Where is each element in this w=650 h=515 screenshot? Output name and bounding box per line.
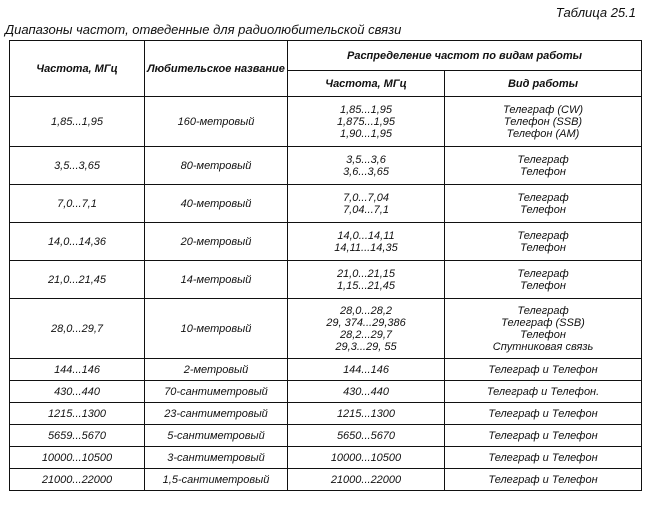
- sub-frequency: 5650...5670: [336, 429, 396, 442]
- cell-modes: [445, 359, 642, 381]
- cell-modes: [445, 381, 642, 403]
- table-title: Диапазоны частот, отведенные для радиолюбительской связи: [5, 22, 402, 37]
- sub-frequency: 21000...22000: [330, 473, 402, 486]
- table-number: Таблица 25.1: [555, 5, 636, 20]
- cell-modes: [445, 97, 642, 147]
- sub-frequency: 144...146: [343, 363, 389, 376]
- sub-frequency: 28,0...28,2: [340, 304, 392, 317]
- cell-modes: [445, 261, 642, 299]
- cell-modes: [445, 447, 642, 469]
- table-row: [10, 185, 642, 223]
- cell-frequency: 21,0...21,45: [10, 261, 145, 299]
- sub-frequency: 7,0...7,04: [343, 191, 389, 204]
- table-row: [10, 147, 642, 185]
- table-row: [10, 403, 642, 425]
- cell-modes: [445, 147, 642, 185]
- cell-frequency: 14,0...14,36: [10, 223, 145, 261]
- cell-sub-frequencies: [288, 425, 445, 447]
- mode: Телеграф и Телефон.: [486, 385, 600, 398]
- sub-frequency: 1215...1300: [336, 407, 396, 420]
- cell-modes: [445, 403, 642, 425]
- mode: Телеграф и Телефон: [488, 429, 598, 442]
- mode: Телеграф: [517, 191, 569, 204]
- mode: Телеграф: [517, 267, 569, 280]
- mode: Телефон: [520, 328, 566, 341]
- mode: Телефон: [520, 241, 566, 254]
- table-body: [10, 97, 642, 491]
- cell-frequency: 21000...22000: [10, 469, 145, 491]
- cell-frequency: 1,85...1,95: [10, 97, 145, 147]
- table-row: [10, 425, 642, 447]
- cell-band-name: 14-метровый: [145, 261, 288, 299]
- mode: Телеграф и Телефон: [488, 473, 598, 486]
- cell-frequency: 1215...1300: [10, 403, 145, 425]
- mode: Спутниковая связь: [492, 340, 594, 353]
- sub-frequency: 7,04...7,1: [343, 203, 389, 216]
- mode: Телеграф и Телефон: [488, 451, 598, 464]
- cell-sub-frequencies: [288, 147, 445, 185]
- sub-frequency: 1,90...1,95: [340, 127, 392, 140]
- cell-sub-frequencies: [288, 469, 445, 491]
- cell-sub-frequencies: [288, 97, 445, 147]
- cell-band-name: 23-сантиметровый: [145, 403, 288, 425]
- cell-band-name: 2-метровый: [145, 359, 288, 381]
- cell-modes: [445, 223, 642, 261]
- sub-frequency: 1,875...1,95: [336, 115, 396, 128]
- cell-sub-frequencies: [288, 359, 445, 381]
- sub-frequency: 10000...10500: [330, 451, 402, 464]
- frequency-table: [9, 40, 642, 491]
- cell-frequency: 430...440: [10, 381, 145, 403]
- mode: Телефон: [520, 279, 566, 292]
- table-row: [10, 359, 642, 381]
- mode: Телеграф: [517, 304, 569, 317]
- sub-frequency: 14,11...14,35: [334, 241, 398, 254]
- cell-frequency: 7,0...7,1: [10, 185, 145, 223]
- cell-modes: [445, 469, 642, 491]
- mode: Телефон (SSB): [503, 115, 583, 128]
- header-distribution: Распределение частот по видам работы: [288, 41, 642, 71]
- header-name: Любительское название: [145, 41, 288, 97]
- table-row: [10, 469, 642, 491]
- cell-sub-frequencies: [288, 299, 445, 359]
- cell-sub-frequencies: [288, 447, 445, 469]
- cell-modes: [445, 425, 642, 447]
- sub-frequency: 3,5...3,6: [346, 153, 386, 166]
- sub-frequency: 430...440: [343, 385, 389, 398]
- cell-band-name: 20-метровый: [145, 223, 288, 261]
- sub-frequency: 21,0...21,15: [336, 267, 396, 280]
- mode: Телефон: [520, 165, 566, 178]
- cell-sub-frequencies: [288, 403, 445, 425]
- cell-band-name: 40-метровый: [145, 185, 288, 223]
- cell-band-name: 3-сантиметровый: [145, 447, 288, 469]
- cell-band-name: 80-метровый: [145, 147, 288, 185]
- sub-frequency: 28,2...29,7: [340, 328, 392, 341]
- cell-sub-frequencies: [288, 185, 445, 223]
- cell-frequency: 10000...10500: [10, 447, 145, 469]
- mode: Телефон: [520, 203, 566, 216]
- sub-frequency: 1,15...21,45: [336, 279, 396, 292]
- cell-modes: [445, 299, 642, 359]
- cell-frequency: 3,5...3,65: [10, 147, 145, 185]
- mode: Телеграф (CW): [503, 103, 583, 116]
- cell-band-name: 5-сантиметровый: [145, 425, 288, 447]
- header-sub-mode: Вид работы: [445, 71, 642, 97]
- cell-sub-frequencies: [288, 223, 445, 261]
- header-freq: Частота, МГц: [10, 41, 145, 97]
- sub-frequency: 1,85...1,95: [340, 103, 392, 116]
- table-row: [10, 223, 642, 261]
- mode: Телефон (AM): [506, 127, 580, 140]
- table-row: [10, 299, 642, 359]
- cell-band-name: 70-сантиметровый: [145, 381, 288, 403]
- cell-sub-frequencies: [288, 381, 445, 403]
- cell-modes: [445, 185, 642, 223]
- cell-frequency: 5659...5670: [10, 425, 145, 447]
- sub-frequency: 29,3...29, 55: [335, 340, 397, 353]
- table-row: [10, 261, 642, 299]
- cell-band-name: 10-метровый: [145, 299, 288, 359]
- cell-band-name: 1,5-сантиметровый: [145, 469, 288, 491]
- cell-band-name: 160-метровый: [145, 97, 288, 147]
- sub-frequency: 3,6...3,65: [343, 165, 389, 178]
- sub-frequency: 29, 374...29,386: [326, 316, 406, 329]
- sub-frequency: 14,0...14,11: [337, 229, 395, 242]
- cell-frequency: 28,0...29,7: [10, 299, 145, 359]
- table-row: [10, 97, 642, 147]
- mode: Телеграф: [517, 229, 569, 242]
- cell-sub-frequencies: [288, 261, 445, 299]
- cell-frequency: 144...146: [10, 359, 145, 381]
- mode: Телеграф и Телефон: [488, 407, 598, 420]
- mode: Телеграф и Телефон: [488, 363, 598, 376]
- table-row: [10, 447, 642, 469]
- header-sub-freq: Частота, МГц: [288, 71, 445, 97]
- mode: Телеграф (SSB): [501, 316, 585, 329]
- table-row: [10, 381, 642, 403]
- mode: Телеграф: [517, 153, 569, 166]
